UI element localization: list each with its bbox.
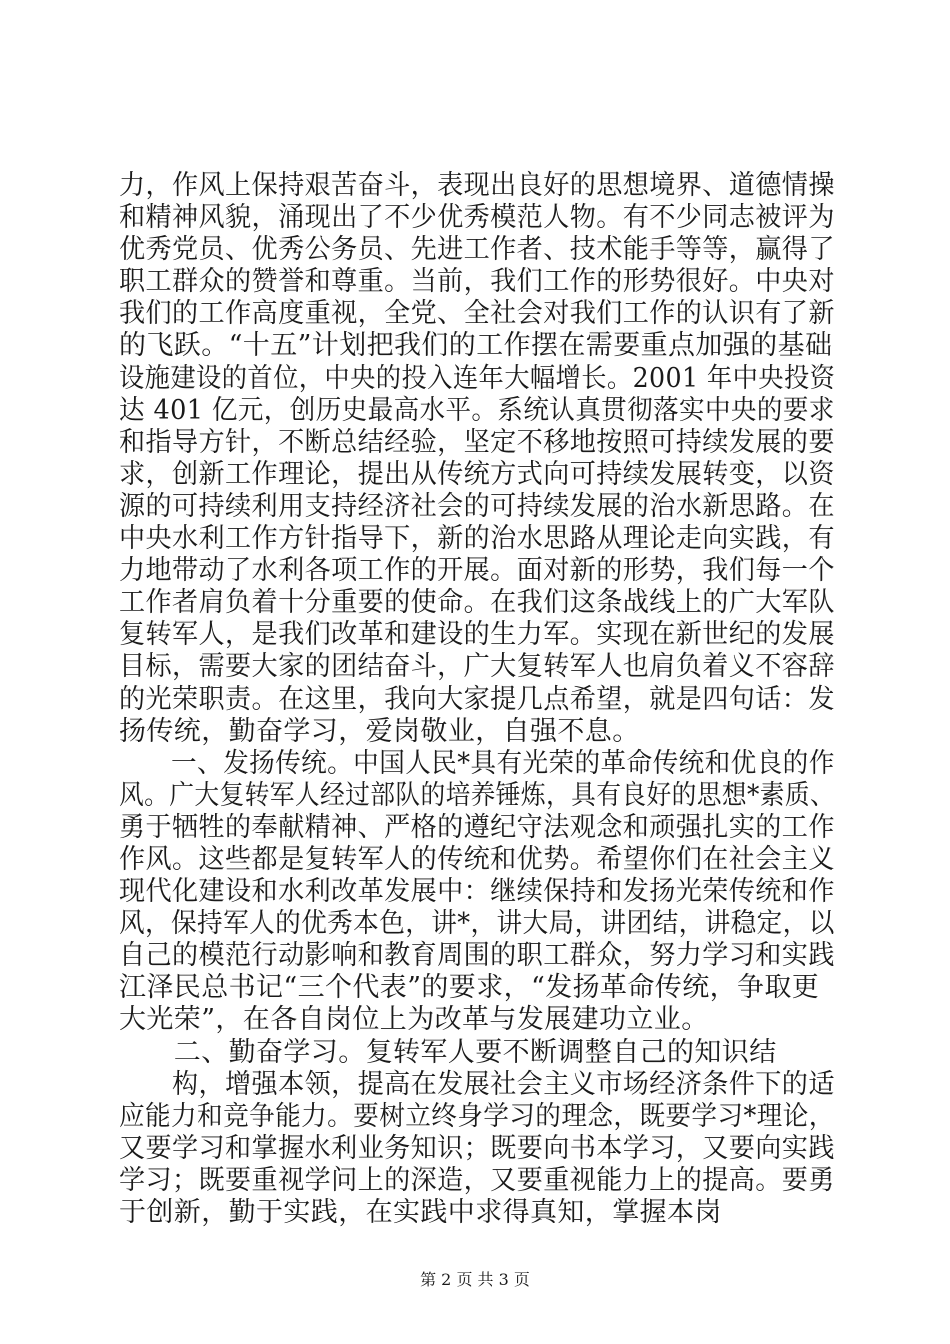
- text-line: 风。广大复转军人经过部队的培养锤炼，具有良好的思想*素质、: [119, 779, 836, 811]
- text-line: 和精神风貌，涌现出了不少优秀模范人物。有不少同志被评为: [119, 202, 835, 234]
- text-line: 风，保持军人的优秀本色，讲*，讲大局，讲团结，讲稳定，以: [119, 908, 835, 940]
- text-line: 自己的模范行动影响和教育周围的职工群众，努力学习和实践: [119, 940, 835, 972]
- text-line: 复转军人，是我们改革和建设的生力军。实现在新世纪的发展: [119, 619, 835, 651]
- text-line: 求，创新工作理论，提出从传统方式向可持续发展转变，以资: [119, 458, 835, 490]
- text-line: 设施建设的首位，中央的投入连年大幅增长。2001 年中央投资: [119, 362, 836, 394]
- text-line: 扬传统，勤奋学习，爱岗敬业，自强不息。: [119, 715, 640, 747]
- text-line: 优秀党员、优秀公务员、先进工作者、技术能手等等，赢得了: [119, 234, 835, 266]
- text-line: 应能力和竞争能力。要树立终身学习的理念，既要学习*理论，: [119, 1100, 835, 1132]
- text-line: 又要学习和掌握水利业务知识；既要向书本学习，又要向实践: [119, 1132, 835, 1164]
- text-line: 达 401 亿元，创历史最高水平。系统认真贯彻落实中央的要求: [119, 394, 835, 426]
- body-text: [119, 170, 835, 1229]
- text-line: 江泽民总书记“三个代表”的要求，“发扬革命传统，争取更: [119, 972, 820, 1004]
- text-line: 学习；既要重视学问上的深造，又要重视能力上的提高。要勇: [119, 1164, 835, 1196]
- text-line: 作风。这些都是复转军人的传统和优势。希望你们在社会主义: [119, 843, 835, 875]
- text-line: 源的可持续利用支持经济社会的可持续发展的治水新思路。在: [119, 490, 835, 522]
- text-line: 和指导方针，不断总结经验，坚定不移地按照可持续发展的要: [119, 426, 835, 458]
- text-line: 我们的工作高度重视，全党、全社会对我们工作的认识有了新: [119, 298, 835, 330]
- text-line: 力地带动了水利各项工作的开展。面对新的形势，我们每一个: [119, 555, 835, 587]
- text-line: 的光荣职责。在这里，我向大家提几点希望，就是四句话：发: [119, 683, 835, 715]
- text-line: 的飞跃。“十五”计划把我们的工作摆在需要重点加强的基础: [119, 330, 833, 362]
- text-line: 一、发扬传统。中国人民*具有光荣的革命传统和优良的作: [119, 747, 835, 779]
- text-line: 目标，需要大家的团结奋斗，广大复转军人也肩负着义不容辞: [119, 651, 835, 683]
- page-footer: 第 2 页 共 3 页: [420, 1270, 530, 1289]
- text-line: 构，增强本领，提高在发展社会主义市场经济条件下的适: [119, 1068, 835, 1100]
- text-line: 中央水利工作方针指导下，新的治水思路从理论走向实践，有: [119, 523, 835, 555]
- text-line: 于创新，勤于实践，在实践中求得真知，掌握本岗: [119, 1197, 722, 1228]
- text-line: 力，作风上保持艰苦奋斗，表现出良好的思想境界、道德情操: [119, 170, 835, 201]
- text-line: 大光荣”，在各自岗位上为改革与发展建功立业。: [119, 1004, 709, 1036]
- text-line: 二、勤奋学习。复转军人要不断调整自己的知识结: [119, 1036, 777, 1068]
- text-line: 职工群众的赞誉和尊重。当前，我们工作的形势很好。中央对: [119, 266, 835, 298]
- text-line: 现代化建设和水利改革发展中：继续保持和发扬光荣传统和作: [119, 876, 835, 908]
- text-line: 勇于牺牲的奉献精神、严格的遵纪守法观念和顽强扎实的工作: [119, 811, 835, 843]
- text-line: 工作者肩负着十分重要的使命。在我们这条战线上的广大军队: [119, 587, 835, 619]
